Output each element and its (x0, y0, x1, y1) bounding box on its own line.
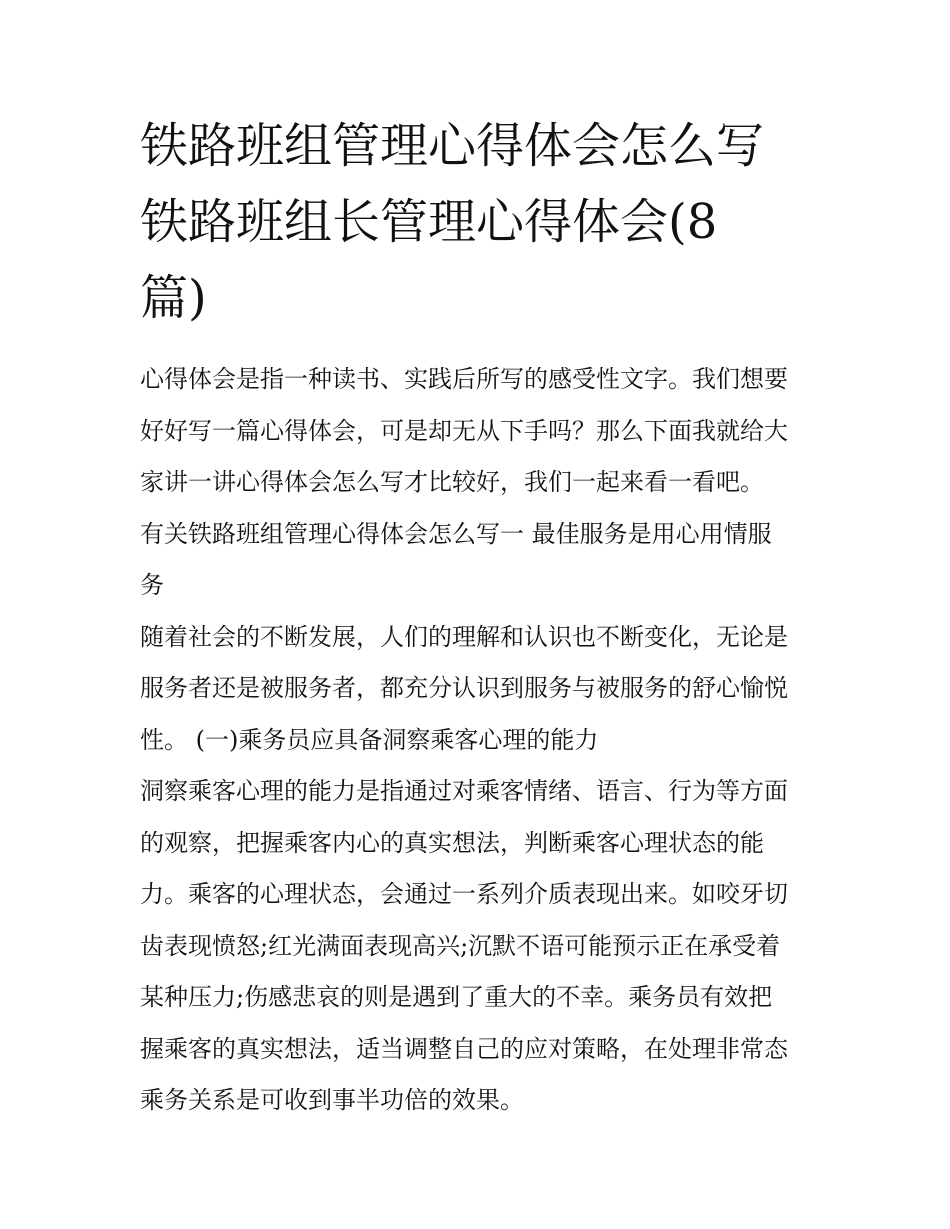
text-line: 服务者还是被服务者，都充分认识到服务与被服务的舒心愉悦 (140, 674, 788, 702)
intro-paragraph (140, 354, 815, 509)
text-line: 好好写一篇心得体会，可是却无从下手吗？那么下面我就给大 (140, 416, 788, 445)
text-line: 力。乘客的心理状态，会通过一系列介质表现出来。如咬牙切 (140, 880, 788, 908)
text-line: 家讲一讲心得体会怎么写才比较好，我们一起来看一看吧。 (140, 468, 764, 496)
text-line: 洞察乘客心理的能力是指通过对乘客情绪、语言、行为等方面 (140, 777, 788, 805)
text-line: 齿表现愤怒;红光满面表现高兴;沉默不语可能预示正在承受着 (140, 931, 781, 960)
text-line: 的观察，把握乘客内心的真实想法，判断乘客心理状态的能 (140, 828, 764, 857)
title-line: 铁路班组长管理心得体会(8 (140, 194, 718, 250)
text-line: 某种压力;伤感悲哀的则是遇到了重大的不幸。乘务员有效把 (140, 983, 773, 1011)
text-line: 握乘客的真实想法，适当调整自己的应对策略，在处理非常态 (140, 1034, 788, 1063)
text-line: 心得体会是指一种读书、实践后所写的感受性文字。我们想要 (140, 365, 788, 393)
document-title (140, 108, 820, 336)
text-line: 有关铁路班组管理心得体会怎么写一 最佳服务是用心用情服 (140, 519, 772, 548)
text-line: 务 (140, 571, 164, 599)
body-paragraph (140, 766, 815, 1127)
body-paragraph (140, 612, 815, 767)
text-line: 随着社会的不断发展，人们的理解和认识也不断变化，无论是 (140, 622, 788, 651)
section-heading-paragraph (140, 509, 815, 612)
title-line: 铁路班组管理心得体会怎么写 (140, 118, 765, 174)
title-line: 篇) (140, 270, 207, 326)
text-line: 乘务关系是可收到事半功倍的效果。 (140, 1086, 524, 1114)
document-body (140, 354, 815, 1127)
text-line: 性。 (一)乘务员应具备洞察乘客心理的能力 (140, 725, 599, 754)
